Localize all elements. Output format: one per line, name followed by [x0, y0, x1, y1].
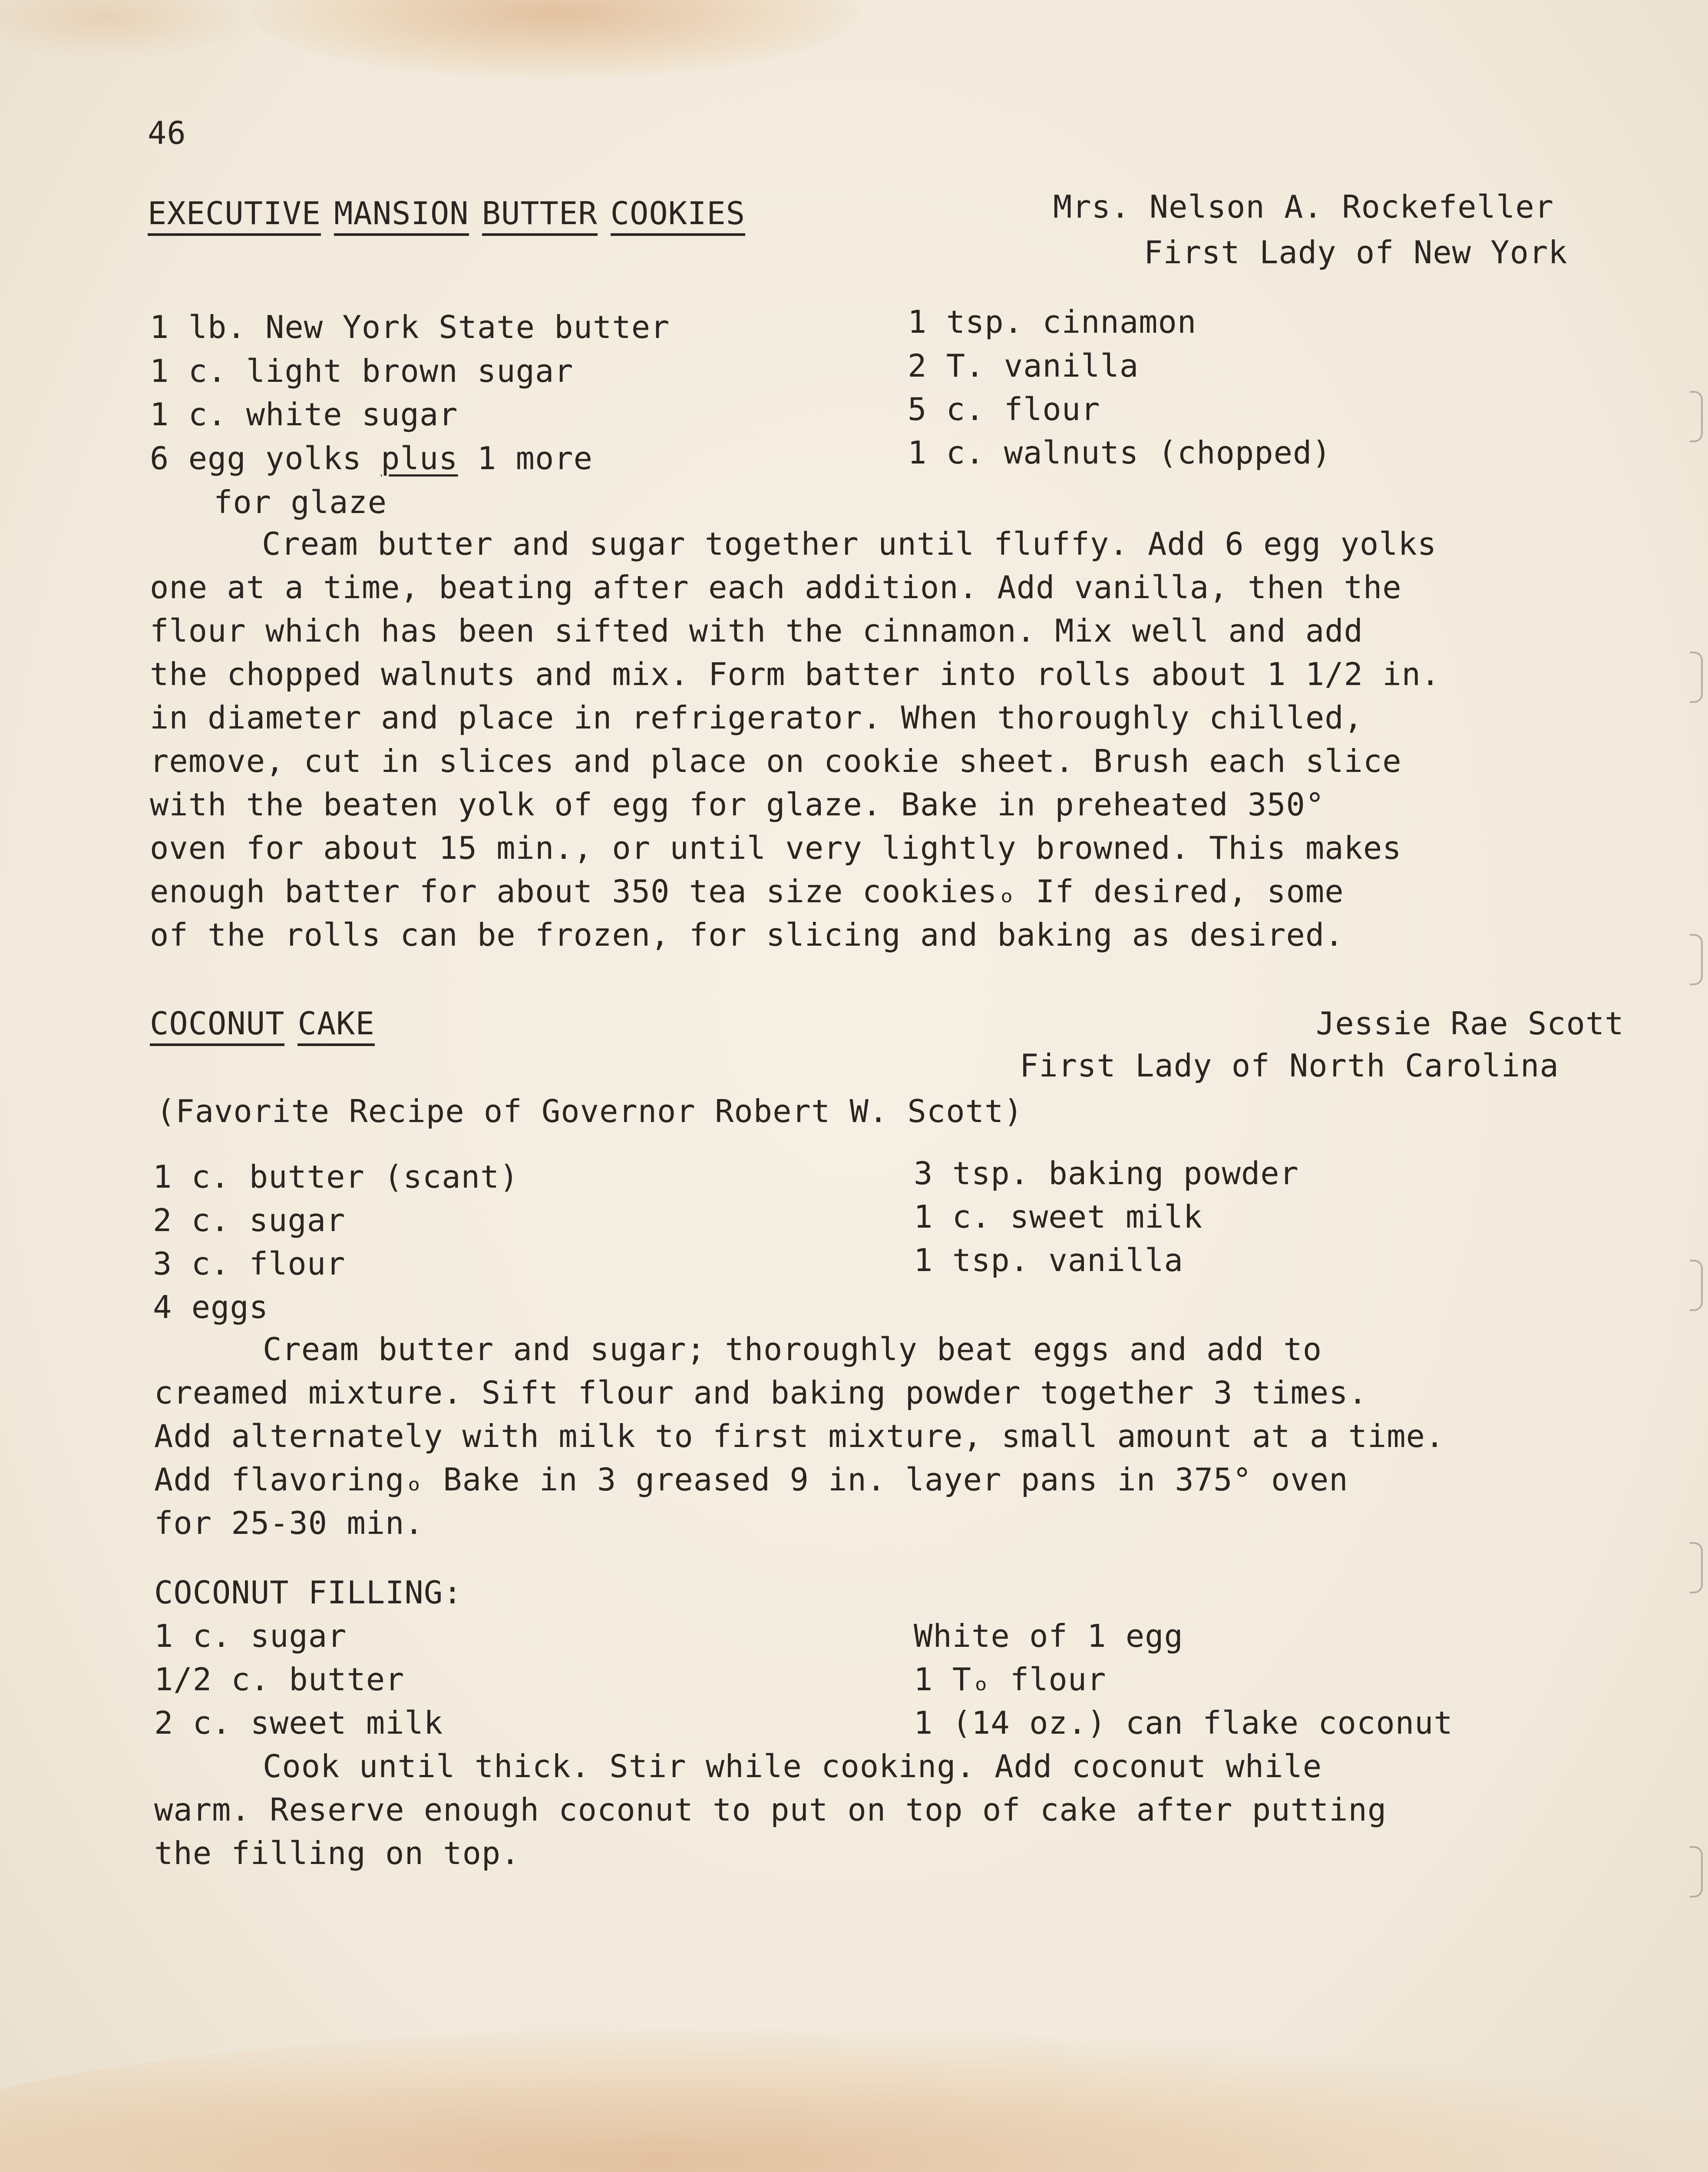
recipe-attribution-title: First Lady of North Carolina [1020, 1047, 1559, 1084]
filling-ingredient-right: 1 (14 oz.) can flake coconut [914, 1705, 1453, 1741]
page-number: 46 [148, 115, 186, 151]
binding-mark [1690, 1542, 1703, 1593]
filling-title: COCONUT FILLING: [154, 1574, 463, 1611]
recipe-attribution-title: First Lady of New York [1144, 234, 1568, 271]
ingredient-right: 1 c. sweet milk [914, 1199, 1203, 1235]
recipe-title [150, 1005, 375, 1046]
filling-directions-line: the filling on top. [154, 1835, 520, 1871]
ingredient-left: 3 c. flour [153, 1245, 346, 1282]
binding-mark [1690, 391, 1703, 442]
binding-mark [1690, 1846, 1703, 1897]
directions-line: remove, cut in slices and place on cookie sheet. Brush each slice [150, 743, 1402, 779]
ingredient-left: 1 c. white sugar [150, 396, 458, 433]
binding-mark [1690, 652, 1703, 703]
ingredient-left: 1 lb. New York State butter [150, 309, 670, 345]
title-word: COCONUT [150, 1008, 284, 1046]
directions-line: of the rolls can be frozen, for slicing and baking as desired. [150, 917, 1344, 953]
ingredient-right: 1 tsp. vanilla [914, 1242, 1183, 1278]
directions-line: Add flavoringₒ Bake in 3 greased 9 in. layer pans in 375° oven [154, 1461, 1348, 1498]
recipe-attribution-name: Jessie Rae Scott [1316, 1005, 1624, 1042]
paper-stain [0, 2024, 1708, 2172]
filling-ingredient-left: 1 c. sugar [154, 1618, 347, 1654]
filling-ingredient-left: 1/2 c. butter [154, 1661, 405, 1698]
ingredient-left: for glaze [214, 484, 387, 520]
directions-line: oven for about 15 min., or until very lightly browned. This makes [150, 830, 1402, 866]
directions-line: Add alternately with milk to first mixture, small amount at a time. [154, 1418, 1445, 1454]
directions-line: one at a time, beating after each addition. Add vanilla, then the [150, 569, 1402, 606]
ingredient-right: 1 tsp. cinnamon [908, 304, 1197, 340]
ingredient-left: 4 eggs [153, 1289, 269, 1325]
ingredient-left: 1 c. butter (scant) [153, 1159, 519, 1195]
directions-line: with the beaten yolk of egg for glaze. Bake in preheated 350° [150, 786, 1325, 823]
ingredient-left: 6 egg yolks plus 1 more [150, 440, 593, 477]
ingredient-right: 5 c. flour [908, 391, 1100, 427]
directions-line: for 25-30 min. [154, 1505, 424, 1541]
filling-directions-line: Cook until thick. Stir while cooking. Add coconut while [263, 1748, 1322, 1785]
filling-directions-line: warm. Reserve enough coconut to put on top of cake after putting [154, 1791, 1387, 1828]
directions-line: enough batter for about 350 tea size cookiesₒ If desired, some [150, 873, 1344, 910]
title-word: MANSION [334, 198, 469, 236]
paper-stain [0, 0, 261, 61]
recipe-title [148, 195, 746, 236]
binding-mark [1690, 1260, 1703, 1311]
paper-stain [252, 0, 860, 78]
directions-line: in diameter and place in refrigerator. When thoroughly chilled, [150, 699, 1363, 736]
filling-ingredient-left: 2 c. sweet milk [154, 1705, 443, 1741]
ingredient-left: 2 c. sugar [153, 1202, 346, 1238]
directions-line: Cream butter and sugar together until fluffy. Add 6 egg yolks [262, 526, 1437, 562]
ingredient-right: 2 T. vanilla [908, 348, 1139, 384]
filling-ingredient-right: White of 1 egg [914, 1618, 1183, 1654]
recipe-attribution-name: Mrs. Nelson A. Rockefeller [1053, 189, 1554, 225]
title-word: EXECUTIVE [148, 198, 321, 236]
ingredient-left: 1 c. light brown sugar [150, 353, 574, 389]
ingredient-right: 1 c. walnuts (chopped) [908, 434, 1331, 471]
directions-line: creamed mixture. Sift flour and baking powder together 3 times. [154, 1374, 1368, 1411]
recipe-subtitle: (Favorite Recipe of Governor Robert W. Scott) [156, 1093, 1023, 1129]
title-word: BUTTER [482, 198, 598, 236]
directions-line: Cream butter and sugar; thoroughly beat eggs and add to [263, 1331, 1322, 1367]
title-word: COOKIES [611, 198, 745, 236]
directions-line: the chopped walnuts and mix. Form batter into rolls about 1 1/2 in. [150, 656, 1440, 692]
binding-mark [1690, 934, 1703, 985]
ingredient-right: 3 tsp. baking powder [914, 1155, 1299, 1192]
filling-ingredient-right: 1 Tₒ flour [914, 1661, 1107, 1698]
directions-line: flour which has been sifted with the cinnamon. Mix well and add [150, 613, 1363, 649]
title-word: CAKE [297, 1008, 374, 1046]
